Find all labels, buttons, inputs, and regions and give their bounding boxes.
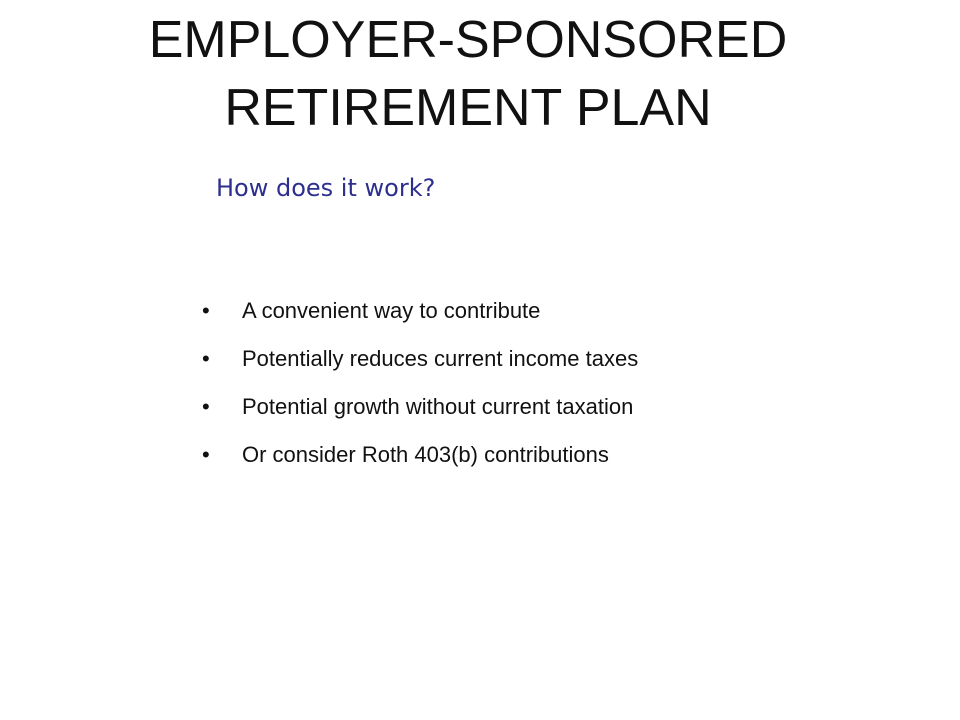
- slide-title-line-1: EMPLOYER-SPONSORED: [148, 11, 788, 69]
- bullet-item: [202, 440, 638, 488]
- bullet-marker: •: [202, 346, 210, 371]
- bullet-text: A convenient way to contribute: [242, 298, 541, 323]
- bullet-marker: •: [202, 394, 210, 419]
- bullet-text: Potentially reduces current income taxes: [242, 346, 639, 371]
- slide-subtitle: How does it work?: [216, 174, 436, 202]
- bullet-item: [202, 344, 638, 392]
- slide-title: [0, 6, 936, 142]
- bullet-list: [202, 296, 638, 488]
- bullet-item: [202, 296, 638, 344]
- bullet-text: Or consider Roth 403(b) contributions: [242, 442, 609, 467]
- bullet-marker: •: [202, 298, 210, 323]
- bullet-text: Potential growth without current taxation: [242, 394, 634, 419]
- slide-title-line-2: RETIREMENT PLAN: [224, 79, 712, 137]
- bullet-marker: •: [202, 442, 210, 467]
- bullet-item: [202, 392, 638, 440]
